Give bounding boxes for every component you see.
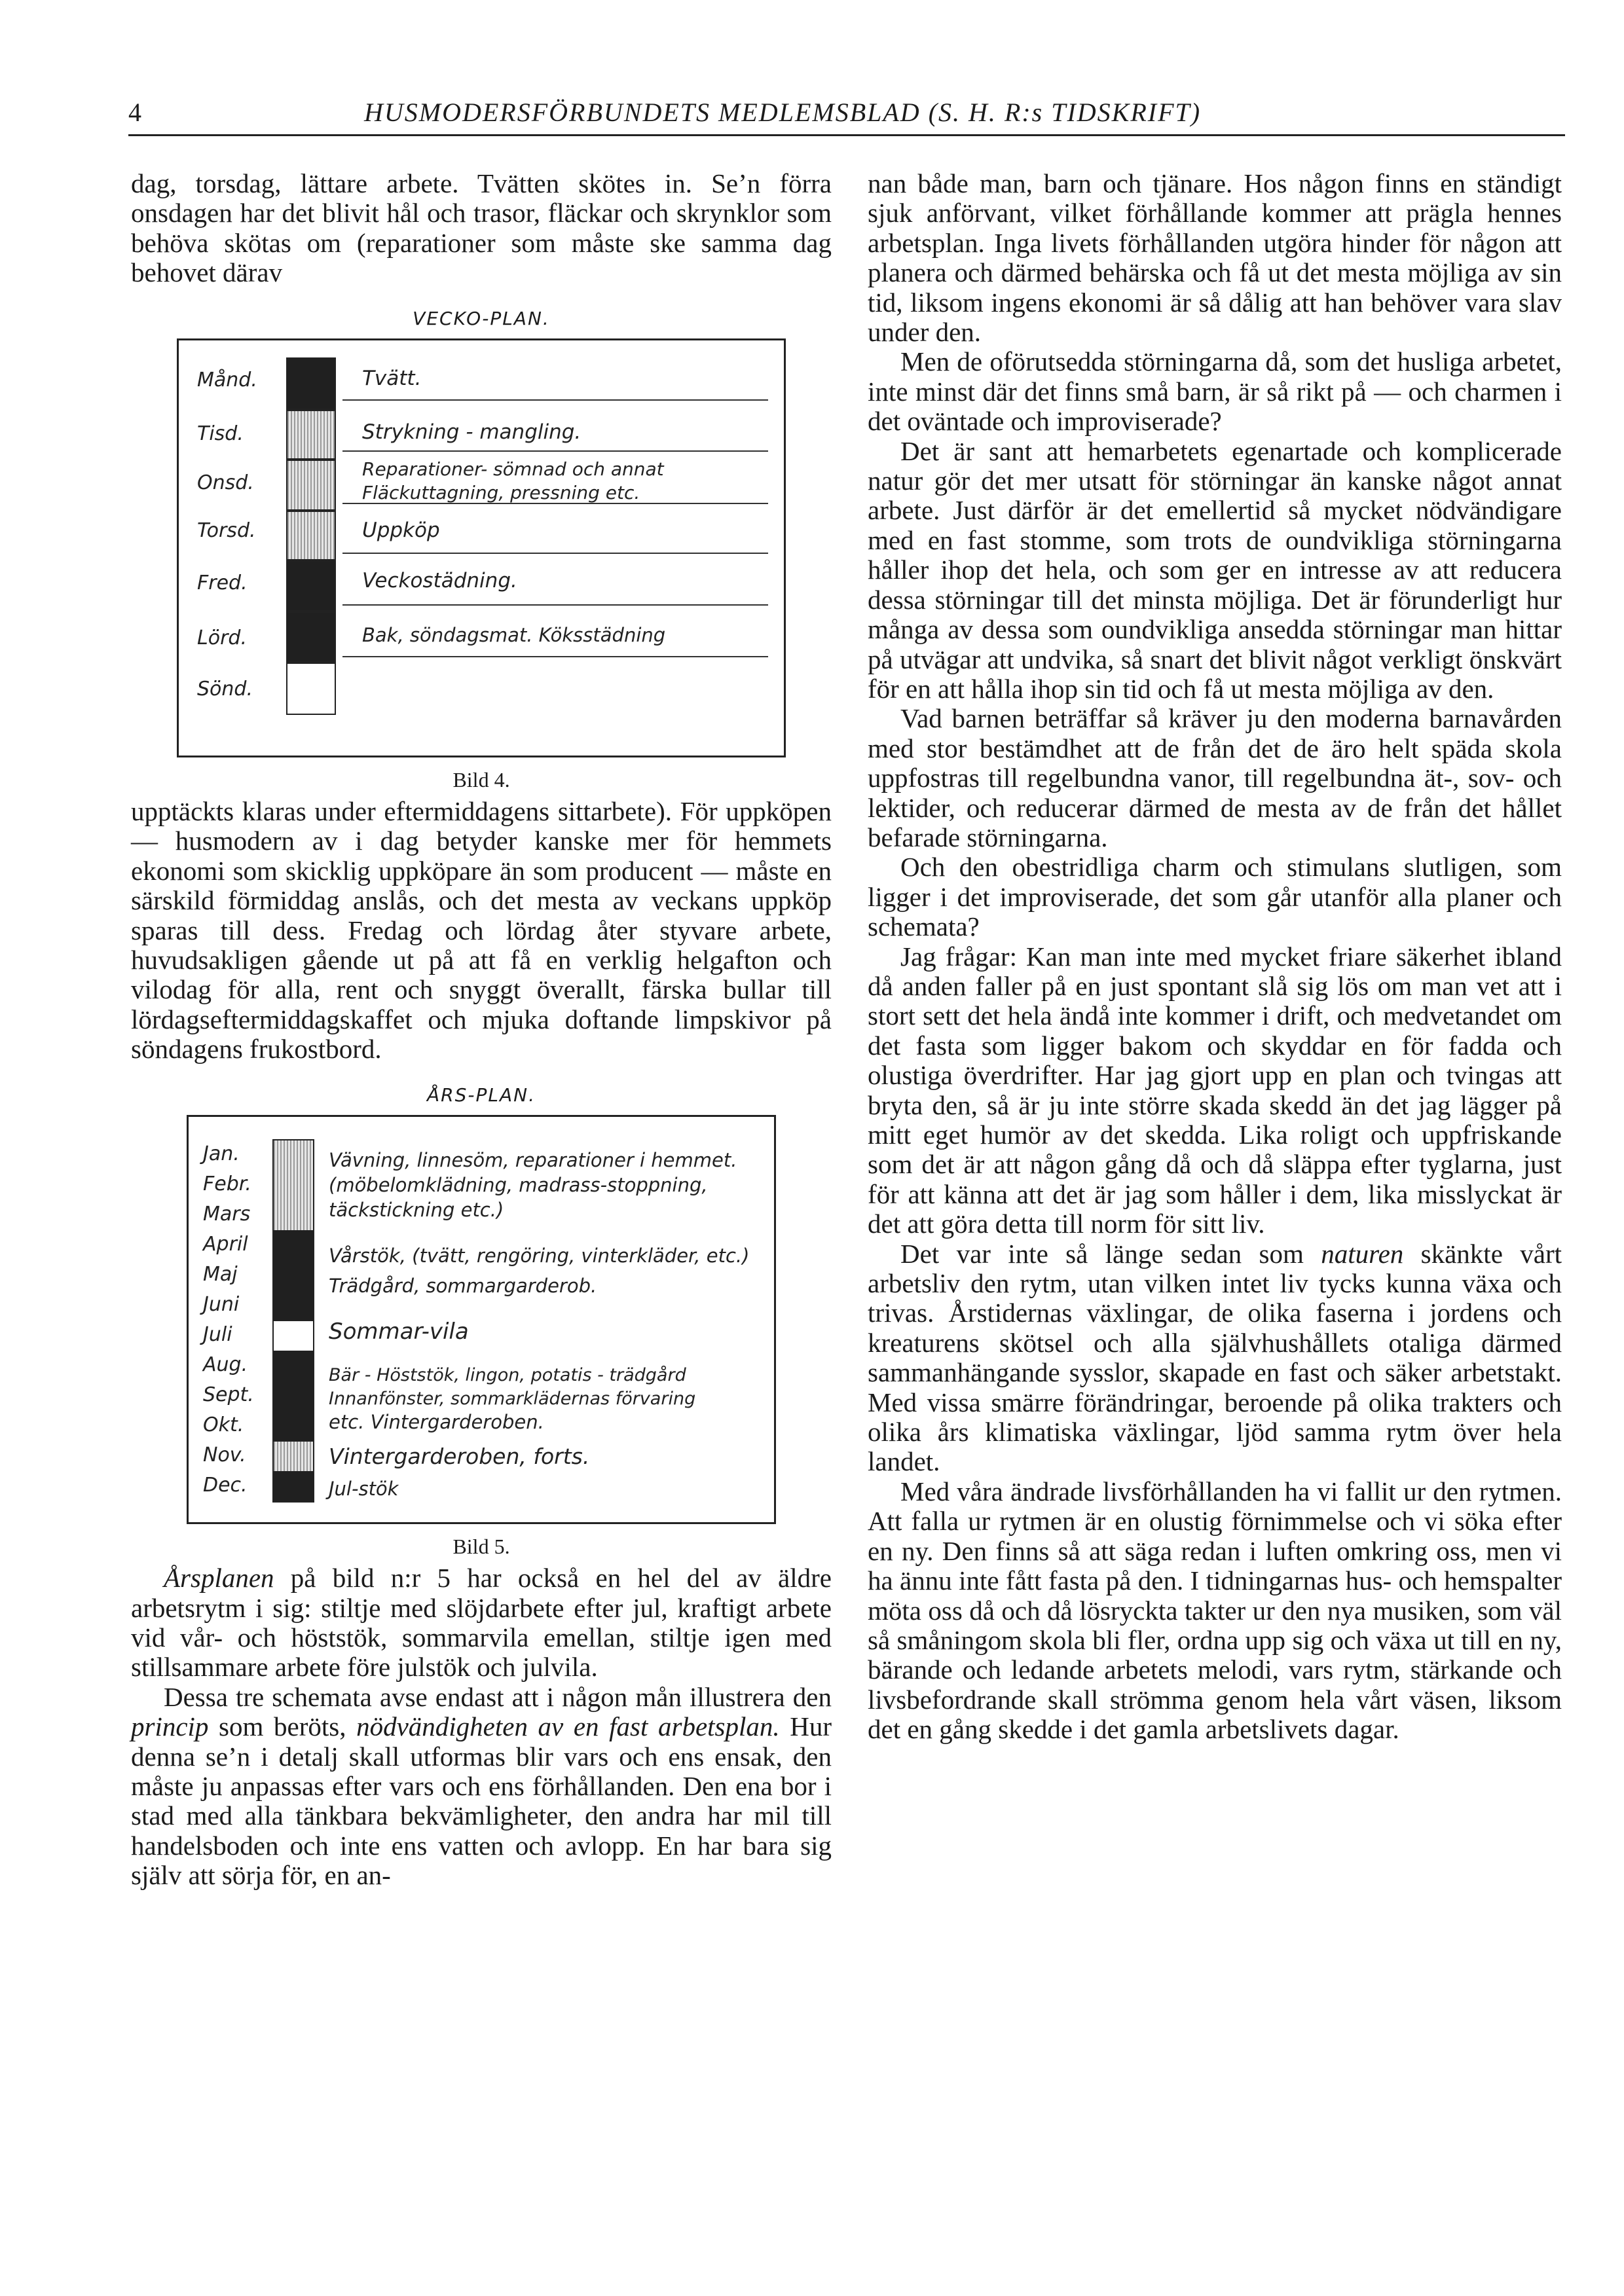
task-label: täckstickning etc.) bbox=[329, 1199, 504, 1222]
task-label: Veckostädning. bbox=[362, 569, 517, 593]
day-label: Månd. bbox=[197, 369, 257, 392]
month-label: Okt. bbox=[203, 1413, 244, 1437]
month-bar bbox=[272, 1139, 314, 1503]
yearly-plan-caption: Bild 5. bbox=[452, 1535, 510, 1559]
paragraph-text: som beröts, bbox=[208, 1711, 357, 1742]
day-bar bbox=[286, 663, 336, 715]
paragraph: Men de oförutsedda störningarna då, som det husliga arbetet, inte minst där det finns små barn, är så rikt på — och charmen i det oväntade och improviserade? bbox=[868, 346, 1562, 437]
month-label: Jan. bbox=[203, 1142, 240, 1166]
left-column bbox=[131, 169, 832, 1891]
month-label: Sept. bbox=[203, 1383, 254, 1407]
task-label: Tvätt. bbox=[362, 367, 422, 391]
emphasis: nödvändigheten av en fast arbetsplan. bbox=[356, 1711, 780, 1742]
paragraph: Och den obestridliga charm och stimulans slutligen, som ligger i det improviserade, det som går utanför alla planer och schemata? bbox=[868, 852, 1562, 942]
task-label: Uppköp bbox=[362, 519, 440, 543]
task-label: Vävning, linnesöm, reparationer i hemmet. bbox=[329, 1149, 737, 1172]
paragraph-text: på bild n:r 5 har också en hel del av äldre arbetsrytm i sig: stiltje med slöjdarbete efter jul, kraftigt arbete vid vår- och höststök, sommarvila emellan, stiltje igen med stillsammare arbete före julstök och julvila. bbox=[131, 1563, 832, 1683]
emphasis: naturen bbox=[1321, 1238, 1404, 1269]
divider bbox=[342, 399, 768, 401]
task-label: Strykning - mangling. bbox=[362, 420, 581, 445]
task-label: (möbelomklädning, madrass-stoppning, bbox=[329, 1174, 708, 1197]
weekly-plan-box bbox=[177, 338, 786, 757]
bar-segment bbox=[274, 1231, 313, 1321]
bar-segment bbox=[274, 1442, 313, 1472]
yearly-plan-figure bbox=[131, 1080, 832, 1559]
paragraph: dag, torsdag, lättare arbete. Tvätten skötes in. Se’n förra onsdagen har det blivit hål och trasor, fläckar och skrynklor som behöva skötas om (reparationer som måste ske samma dag behovet därav bbox=[131, 168, 832, 288]
task-label: etc. Vintergarderoben. bbox=[329, 1411, 544, 1434]
paragraph: Med våra ändrade livsförhållanden ha vi fallit ur den rytmen. Att falla ur rytmen är en olustig förnimmelse och vi söka efter en ny. Den finns så att säga redan i luften omkring oss, men vi ha ännu inte fått fasta på den. I tidningarnas hus- och hemspalter möta oss då och då lösryckta takter ur den nya musiken, som väl så småningom skola bli fler, ordna upp sig och växa ut till en ny, bärande och ledande arbetets melodi, vars rytm, stärkande och livsbefordrande skall strömma genom hela vårt väsen, liksom det en gång skedde i det gamla arbetslivets dagar. bbox=[868, 1476, 1562, 1745]
task-label: Fläckuttagning, pressning etc. bbox=[362, 482, 640, 504]
month-label: Maj bbox=[203, 1263, 238, 1286]
day-bar bbox=[286, 410, 336, 460]
month-label: April bbox=[203, 1233, 248, 1256]
bar-segment bbox=[274, 1321, 313, 1351]
day-bar bbox=[286, 560, 336, 611]
day-label: Onsd. bbox=[197, 471, 254, 495]
paragraph-text: Det var inte så länge sedan som bbox=[900, 1238, 1321, 1269]
paragraph bbox=[131, 1683, 832, 1891]
paragraph bbox=[131, 1563, 832, 1683]
divider bbox=[342, 604, 768, 606]
month-label: Juni bbox=[203, 1293, 240, 1317]
day-label: Sönd. bbox=[197, 678, 253, 701]
task-label: Bär - Höststök, lingon, potatis - trädgård bbox=[329, 1365, 686, 1386]
paragraph: nan både man, barn och tjänare. Hos någon finns en ständigt sjuk anförvant, vilket förhållande kommer att prägla hennes arbetsplan. Inga livets förhållanden utgöra hinder för någon att planera och därmed behärska och få ut det mesta möjliga av sin tid, liksom ingens ekonomi är så dålig att han behöver vara slav under den. bbox=[868, 168, 1562, 348]
day-bar bbox=[286, 357, 336, 410]
paragraph bbox=[868, 1239, 1562, 1477]
task-label: Trädgård, sommargarderob. bbox=[329, 1275, 597, 1298]
month-label: Mars bbox=[203, 1203, 251, 1226]
month-label: Febr. bbox=[203, 1173, 251, 1196]
paragraph: Jag frågar: Kan man inte med mycket friare säkerhet ibland då anden faller på en just spontant slå sig lös om man vet att i stort sett det hela ändå inte kommer i drift, och medvetandet om det fasta som ligger bakom och skyddar en för fadda och olustiga överdrifter. Har jag gjort upp en plan och tvingas att bryta den, så är ju inte större skada skedd än det jag lägger på mitt eget humör av det skedda. Lika roligt och uppfriskande som det är att någon gång då och då släppa efter tyglarna, just för att känna att det är jag som håller i dem, lika misslyckat är det att göra detta till norm för sitt liv. bbox=[868, 941, 1562, 1239]
paragraph: Det är sant att hemarbetets egenartade och komplicerade natur gör det mer utsatt för störningar än kanske något annat arbete. Just därför är det emellertid så mycket nödvändigare med en fast stomme, som trots de oundvikliga störningarna håller ihop det hela, och som ger en intresse av att reducera dessa störningar till det minsta möjliga. Det är förunderligt hur många av dessa som oundvikliga ansedda störningar man hittar på utvägar att undvika, så snart det blivit något verkligt önskvärt för en att hålla ihop sin tid och få ut mesta möjliga av den. bbox=[868, 435, 1562, 704]
day-bar bbox=[286, 511, 336, 560]
weekly-plan-figure bbox=[131, 304, 832, 793]
divider bbox=[342, 656, 768, 657]
weekly-plan-caption: Bild 4. bbox=[452, 768, 510, 792]
divider bbox=[342, 503, 768, 504]
task-label: Bak, söndagsmat. Köksstädning bbox=[362, 624, 666, 647]
weekly-plan-title: VECKO-PLAN. bbox=[413, 307, 550, 329]
paragraph: upptäckts klaras under eftermiddagens sittarbete). För uppköpen — husmodern av i dag betyder kanske mer för hemmets ekonomi som skicklig uppköpare än som producent — måste en särskild förmiddag anslås, och det mesta av veckans uppköp sparas till dess. Fredag och lördag åter styvare arbete, huvudsakligen gående ut på att få en verklig helgafton och vilodag för alla, rent och snyggt överallt, färska bullar till lördagseftermiddagskaffet och mjuka doftande limpskivor på söndagens frukostbord. bbox=[131, 796, 832, 1065]
yearly-plan-title: ÅRS-PLAN. bbox=[427, 1084, 536, 1106]
page-header bbox=[128, 97, 1565, 136]
bar-segment bbox=[274, 1140, 313, 1231]
task-label: Vårstök, (tvätt, rengöring, vinterkläder, etc.) bbox=[329, 1245, 750, 1267]
paragraph-text: Dessa tre schemata avse endast att i någon mån illustrera den bbox=[164, 1681, 832, 1712]
month-label: Dec. bbox=[203, 1474, 248, 1497]
task-label: Reparationer- sömnad och annat bbox=[362, 458, 664, 481]
emphasis: princip bbox=[131, 1711, 209, 1742]
day-label: Tisd. bbox=[197, 422, 244, 446]
month-label: Juli bbox=[203, 1323, 232, 1347]
paragraph: Vad barnen beträffar så kräver ju den moderna barnavården med stor bestämdhet att de från det de äro helt späda skola uppfostras till regelbundna vanor, till regelbundna ät-, sov- och lektider, och reducerar därmed de mesta av de från det hållet befarade störningarna. bbox=[868, 703, 1562, 852]
emphasis: Årsplanen bbox=[164, 1563, 274, 1594]
paragraph-text: Hur denna se’n i detalj skall utformas blir vars och ens ensak, den måste ju anpassas efter vars och ens förhållanden. Den ena bor i stad med alla tänkbara bekvämligheter, den andra har mil till handelsboden och inte ens vatten och avlopp. En har bara sig själv att sörja för, en an- bbox=[131, 1711, 832, 1891]
day-label: Fred. bbox=[197, 572, 248, 595]
page-number: 4 bbox=[128, 98, 141, 127]
day-bar bbox=[286, 611, 336, 663]
paragraph-text: skänkte vårt arbetsliv den rytm, utan vilken intet liv tycks kunna växa och trivas. Årstidernas växlingar, de olika faserna i jordens och kreaturens skötsel och alla självhushållets otaliga därmed sammanhängande sysslor, skapade en fast och säker arbetstakt. Med vissa smärre förändringar, beroende på olika trakters och olika års klimatiska växlingar, ljöd samma rytm över hela landet. bbox=[868, 1238, 1562, 1477]
task-label: Vintergarderoben, forts. bbox=[329, 1444, 590, 1470]
bar-segment bbox=[274, 1351, 313, 1442]
divider bbox=[342, 450, 768, 452]
task-label: Sommar-vila bbox=[329, 1319, 469, 1345]
bar-segment bbox=[274, 1472, 313, 1501]
task-label: Jul-stök bbox=[329, 1478, 399, 1501]
task-label: Innanfönster, sommarklädernas förvaring bbox=[329, 1389, 696, 1410]
running-title: HUSMODERSFÖRBUNDETS MEDLEMSBLAD (S. H. R:s TIDSKRIFT) bbox=[364, 98, 1202, 127]
yearly-plan-box bbox=[187, 1115, 776, 1524]
day-bar bbox=[286, 460, 336, 511]
month-label: Aug. bbox=[203, 1353, 248, 1377]
month-label: Nov. bbox=[203, 1444, 246, 1467]
day-label: Torsd. bbox=[197, 519, 256, 543]
right-column bbox=[868, 169, 1562, 1745]
divider bbox=[342, 553, 768, 554]
day-label: Lörd. bbox=[197, 627, 247, 650]
